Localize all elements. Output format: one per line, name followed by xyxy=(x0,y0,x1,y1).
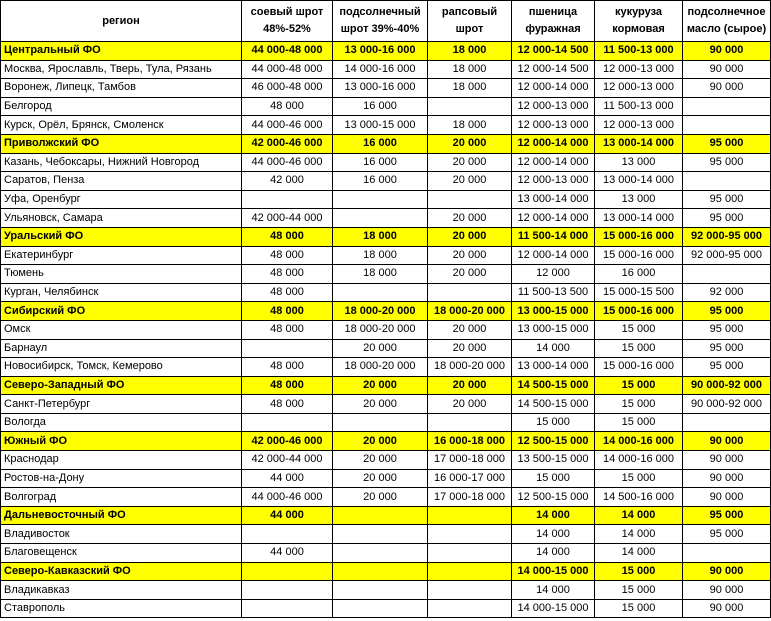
rapeseed-meal-cell xyxy=(428,562,512,581)
rapeseed-meal-cell: 20 000 xyxy=(428,265,512,284)
feed-corn-cell: 15 000 xyxy=(595,320,683,339)
table-body xyxy=(1,42,771,618)
region-name-cell: Ставрополь xyxy=(1,599,242,618)
city-row xyxy=(1,544,771,563)
city-row xyxy=(1,488,771,507)
sunflower-meal-cell: 16 000 xyxy=(333,172,428,191)
district-row xyxy=(1,134,771,153)
rapeseed-meal-cell: 18 000-20 000 xyxy=(428,358,512,377)
soybean-meal-cell xyxy=(242,413,333,432)
region-name-cell: Санкт-Петербург xyxy=(1,395,242,414)
city-row xyxy=(1,172,771,191)
feed-wheat-cell: 14 000 xyxy=(512,544,595,563)
feed-corn-cell: 15 000 xyxy=(595,581,683,600)
region-name-cell: Курган, Челябинск xyxy=(1,283,242,302)
city-row xyxy=(1,246,771,265)
soybean-meal-cell: 44 000-46 000 xyxy=(242,116,333,135)
district-row xyxy=(1,302,771,321)
region-name-cell: Барнаул xyxy=(1,339,242,358)
feed-wheat-cell: 12 000-14 000 xyxy=(512,209,595,228)
feed-wheat-cell: 15 000 xyxy=(512,469,595,488)
header-rapeseed-meal: рапсовый шрот xyxy=(428,1,512,42)
region-name-cell: Дальневосточный ФО xyxy=(1,506,242,525)
sunflower-meal-cell xyxy=(333,544,428,563)
feed-wheat-cell: 13 000-15 000 xyxy=(512,320,595,339)
soybean-meal-cell: 44 000-48 000 xyxy=(242,42,333,61)
soybean-meal-cell: 48 000 xyxy=(242,283,333,302)
feed-wheat-cell: 11 500-13 500 xyxy=(512,283,595,302)
sunflower-meal-cell xyxy=(333,525,428,544)
region-name-cell: Москва, Ярославль, Тверь, Тула, Рязань xyxy=(1,60,242,79)
feed-wheat-cell: 12 000-14 000 xyxy=(512,153,595,172)
sunflower-oil-cell: 92 000 xyxy=(683,283,771,302)
sunflower-meal-cell: 13 000-16 000 xyxy=(333,42,428,61)
rapeseed-meal-cell: 20 000 xyxy=(428,339,512,358)
region-name-cell: Северо-Западный ФО xyxy=(1,376,242,395)
header-feed-corn: кукуруза кормовая xyxy=(595,1,683,42)
region-name-cell: Ульяновск, Самара xyxy=(1,209,242,228)
sunflower-meal-cell: 16 000 xyxy=(333,153,428,172)
region-name-cell: Сибирский ФО xyxy=(1,302,242,321)
soybean-meal-cell: 44 000 xyxy=(242,506,333,525)
city-row xyxy=(1,395,771,414)
rapeseed-meal-cell: 16 000-17 000 xyxy=(428,469,512,488)
feed-corn-cell: 12 000-13 000 xyxy=(595,60,683,79)
sunflower-oil-cell: 90 000 xyxy=(683,581,771,600)
city-row xyxy=(1,60,771,79)
sunflower-oil-cell: 90 000 xyxy=(683,79,771,98)
feed-wheat-cell: 11 500-14 000 xyxy=(512,227,595,246)
city-row xyxy=(1,320,771,339)
rapeseed-meal-cell: 18 000 xyxy=(428,79,512,98)
feed-corn-cell: 13 000 xyxy=(595,153,683,172)
header-region: регион xyxy=(1,1,242,42)
soybean-meal-cell xyxy=(242,339,333,358)
feed-wheat-cell: 12 500-15 000 xyxy=(512,432,595,451)
sunflower-oil-cell: 90 000 xyxy=(683,60,771,79)
region-name-cell: Новосибирск, Томск, Кемерово xyxy=(1,358,242,377)
soybean-meal-cell: 44 000 xyxy=(242,469,333,488)
sunflower-oil-cell: 90 000 xyxy=(683,432,771,451)
feed-wheat-cell: 12 000-14 000 xyxy=(512,79,595,98)
sunflower-meal-cell: 18 000 xyxy=(333,246,428,265)
rapeseed-meal-cell xyxy=(428,190,512,209)
sunflower-meal-cell: 13 000-16 000 xyxy=(333,79,428,98)
rapeseed-meal-cell: 20 000 xyxy=(428,395,512,414)
sunflower-oil-cell: 95 000 xyxy=(683,506,771,525)
region-name-cell: Владикавказ xyxy=(1,581,242,600)
sunflower-oil-cell: 90 000-92 000 xyxy=(683,376,771,395)
sunflower-oil-cell: 95 000 xyxy=(683,134,771,153)
sunflower-oil-cell: 90 000 xyxy=(683,451,771,470)
soybean-meal-cell xyxy=(242,599,333,618)
feed-wheat-cell: 14 000 xyxy=(512,506,595,525)
soybean-meal-cell: 48 000 xyxy=(242,227,333,246)
feed-corn-cell: 13 000-14 000 xyxy=(595,172,683,191)
sunflower-meal-cell: 18 000-20 000 xyxy=(333,320,428,339)
region-name-cell: Белгород xyxy=(1,97,242,116)
rapeseed-meal-cell: 20 000 xyxy=(428,209,512,228)
feed-corn-cell: 14 000 xyxy=(595,506,683,525)
district-row xyxy=(1,376,771,395)
feed-wheat-cell: 14 000-15 000 xyxy=(512,599,595,618)
feed-corn-cell: 16 000 xyxy=(595,265,683,284)
feed-corn-cell: 11 500-13 000 xyxy=(595,42,683,61)
sunflower-oil-cell: 95 000 xyxy=(683,302,771,321)
sunflower-oil-cell xyxy=(683,116,771,135)
feed-wheat-cell: 12 000-13 000 xyxy=(512,172,595,191)
region-name-cell: Ростов-на-Дону xyxy=(1,469,242,488)
feed-wheat-cell: 13 000-14 000 xyxy=(512,190,595,209)
soybean-meal-cell: 44 000-48 000 xyxy=(242,60,333,79)
region-name-cell: Приволжский ФО xyxy=(1,134,242,153)
feed-corn-cell: 13 000 xyxy=(595,190,683,209)
soybean-meal-cell: 44 000 xyxy=(242,544,333,563)
soybean-meal-cell xyxy=(242,562,333,581)
feed-corn-cell: 15 000 xyxy=(595,599,683,618)
feed-corn-cell: 14 500-16 000 xyxy=(595,488,683,507)
sunflower-oil-cell: 90 000-92 000 xyxy=(683,395,771,414)
feed-corn-cell: 15 000 xyxy=(595,376,683,395)
city-row xyxy=(1,209,771,228)
feed-wheat-cell: 15 000 xyxy=(512,413,595,432)
city-row xyxy=(1,97,771,116)
rapeseed-meal-cell xyxy=(428,283,512,302)
feed-corn-cell: 15 000 xyxy=(595,395,683,414)
feed-corn-cell: 15 000-16 000 xyxy=(595,227,683,246)
feed-wheat-cell: 14 500-15 000 xyxy=(512,395,595,414)
feed-wheat-cell: 14 000 xyxy=(512,581,595,600)
feed-wheat-cell: 12 000-14 500 xyxy=(512,42,595,61)
soybean-meal-cell: 42 000-44 000 xyxy=(242,451,333,470)
feed-corn-cell: 14 000 xyxy=(595,544,683,563)
header-sunflower-oil: подсолнечное масло (сырое) xyxy=(683,1,771,42)
region-name-cell: Волгоград xyxy=(1,488,242,507)
soybean-meal-cell: 48 000 xyxy=(242,395,333,414)
header-sunflower-meal: подсолнечный шрот 39%-40% xyxy=(333,1,428,42)
region-name-cell: Южный ФО xyxy=(1,432,242,451)
rapeseed-meal-cell: 18 000-20 000 xyxy=(428,302,512,321)
soybean-meal-cell: 48 000 xyxy=(242,302,333,321)
rapeseed-meal-cell xyxy=(428,544,512,563)
city-row xyxy=(1,339,771,358)
sunflower-oil-cell: 92 000-95 000 xyxy=(683,246,771,265)
rapeseed-meal-cell xyxy=(428,581,512,600)
city-row xyxy=(1,581,771,600)
feed-corn-cell: 15 000-16 000 xyxy=(595,358,683,377)
city-row xyxy=(1,599,771,618)
sunflower-oil-cell xyxy=(683,265,771,284)
feed-corn-cell: 15 000-16 000 xyxy=(595,302,683,321)
feed-wheat-cell: 12 000-13 000 xyxy=(512,97,595,116)
sunflower-meal-cell: 20 000 xyxy=(333,395,428,414)
city-row xyxy=(1,469,771,488)
sunflower-meal-cell: 20 000 xyxy=(333,376,428,395)
region-name-cell: Тюмень xyxy=(1,265,242,284)
feed-wheat-cell: 13 000-14 000 xyxy=(512,358,595,377)
sunflower-oil-cell xyxy=(683,544,771,563)
region-name-cell: Курск, Орёл, Брянск, Смоленск xyxy=(1,116,242,135)
sunflower-meal-cell xyxy=(333,599,428,618)
rapeseed-meal-cell: 20 000 xyxy=(428,227,512,246)
feed-corn-cell: 15 000 xyxy=(595,469,683,488)
sunflower-oil-cell: 90 000 xyxy=(683,469,771,488)
rapeseed-meal-cell xyxy=(428,506,512,525)
feed-wheat-cell: 14 000 xyxy=(512,525,595,544)
sunflower-meal-cell: 20 000 xyxy=(333,339,428,358)
header-feed-wheat: пшеница фуражная xyxy=(512,1,595,42)
region-name-cell: Вологда xyxy=(1,413,242,432)
feed-corn-cell: 15 000-16 000 xyxy=(595,246,683,265)
feed-corn-cell: 15 000-15 500 xyxy=(595,283,683,302)
city-row xyxy=(1,116,771,135)
sunflower-oil-cell: 95 000 xyxy=(683,153,771,172)
soybean-meal-cell: 42 000-46 000 xyxy=(242,134,333,153)
soybean-meal-cell: 42 000-44 000 xyxy=(242,209,333,228)
sunflower-oil-cell: 90 000 xyxy=(683,599,771,618)
district-row xyxy=(1,506,771,525)
feed-wheat-cell: 12 000-14 000 xyxy=(512,134,595,153)
sunflower-oil-cell: 90 000 xyxy=(683,42,771,61)
rapeseed-meal-cell: 18 000 xyxy=(428,116,512,135)
soybean-meal-cell: 42 000-46 000 xyxy=(242,432,333,451)
feed-wheat-cell: 13 500-15 000 xyxy=(512,451,595,470)
feed-wheat-cell: 14 000 xyxy=(512,339,595,358)
sunflower-oil-cell: 95 000 xyxy=(683,525,771,544)
soybean-meal-cell: 48 000 xyxy=(242,320,333,339)
feed-wheat-cell: 12 000-13 000 xyxy=(512,116,595,135)
rapeseed-meal-cell xyxy=(428,525,512,544)
soybean-meal-cell: 46 000-48 000 xyxy=(242,79,333,98)
soybean-meal-cell: 48 000 xyxy=(242,358,333,377)
table-header xyxy=(1,1,771,42)
sunflower-meal-cell: 18 000 xyxy=(333,227,428,246)
feed-corn-cell: 14 000 xyxy=(595,525,683,544)
sunflower-oil-cell: 95 000 xyxy=(683,358,771,377)
feed-corn-cell: 13 000-14 000 xyxy=(595,134,683,153)
region-name-cell: Омск xyxy=(1,320,242,339)
feed-wheat-cell: 14 500-15 000 xyxy=(512,376,595,395)
rapeseed-meal-cell: 16 000-18 000 xyxy=(428,432,512,451)
district-row xyxy=(1,562,771,581)
sunflower-oil-cell xyxy=(683,172,771,191)
city-row xyxy=(1,413,771,432)
sunflower-oil-cell: 90 000 xyxy=(683,488,771,507)
rapeseed-meal-cell: 18 000 xyxy=(428,42,512,61)
city-row xyxy=(1,153,771,172)
feed-corn-cell: 14 000-16 000 xyxy=(595,432,683,451)
soybean-meal-cell: 44 000-46 000 xyxy=(242,153,333,172)
sunflower-meal-cell: 20 000 xyxy=(333,469,428,488)
sunflower-meal-cell xyxy=(333,283,428,302)
region-name-cell: Уральский ФО xyxy=(1,227,242,246)
feed-corn-cell: 13 000-14 000 xyxy=(595,209,683,228)
rapeseed-meal-cell: 20 000 xyxy=(428,172,512,191)
city-row xyxy=(1,358,771,377)
district-row xyxy=(1,227,771,246)
region-name-cell: Екатеринбург xyxy=(1,246,242,265)
sunflower-meal-cell xyxy=(333,581,428,600)
feed-wheat-cell: 12 000 xyxy=(512,265,595,284)
region-name-cell: Уфа, Оренбург xyxy=(1,190,242,209)
feed-wheat-cell: 13 000-15 000 xyxy=(512,302,595,321)
soybean-meal-cell xyxy=(242,190,333,209)
sunflower-meal-cell: 18 000-20 000 xyxy=(333,302,428,321)
rapeseed-meal-cell: 20 000 xyxy=(428,134,512,153)
feed-wheat-cell: 12 000-14 000 xyxy=(512,246,595,265)
rapeseed-meal-cell: 20 000 xyxy=(428,320,512,339)
sunflower-meal-cell: 16 000 xyxy=(333,97,428,116)
city-row xyxy=(1,265,771,284)
rapeseed-meal-cell xyxy=(428,97,512,116)
district-row xyxy=(1,432,771,451)
region-name-cell: Благовещенск xyxy=(1,544,242,563)
soybean-meal-cell: 48 000 xyxy=(242,265,333,284)
sunflower-meal-cell xyxy=(333,562,428,581)
rapeseed-meal-cell xyxy=(428,413,512,432)
region-name-cell: Владивосток xyxy=(1,525,242,544)
feed-corn-cell: 15 000 xyxy=(595,562,683,581)
feed-corn-cell: 12 000-13 000 xyxy=(595,79,683,98)
city-row xyxy=(1,451,771,470)
city-row xyxy=(1,79,771,98)
sunflower-oil-cell: 95 000 xyxy=(683,320,771,339)
rapeseed-meal-cell: 20 000 xyxy=(428,246,512,265)
sunflower-meal-cell: 20 000 xyxy=(333,488,428,507)
sunflower-oil-cell: 95 000 xyxy=(683,339,771,358)
sunflower-oil-cell: 92 000-95 000 xyxy=(683,227,771,246)
soybean-meal-cell: 44 000-46 000 xyxy=(242,488,333,507)
feed-wheat-cell: 14 000-15 000 xyxy=(512,562,595,581)
rapeseed-meal-cell xyxy=(428,599,512,618)
feed-corn-cell: 15 000 xyxy=(595,339,683,358)
sunflower-meal-cell: 16 000 xyxy=(333,134,428,153)
soybean-meal-cell: 48 000 xyxy=(242,246,333,265)
feed-corn-cell: 12 000-13 000 xyxy=(595,116,683,135)
rapeseed-meal-cell: 18 000 xyxy=(428,60,512,79)
soybean-meal-cell: 42 000 xyxy=(242,172,333,191)
soybean-meal-cell xyxy=(242,581,333,600)
sunflower-oil-cell xyxy=(683,97,771,116)
sunflower-meal-cell: 20 000 xyxy=(333,451,428,470)
header-row xyxy=(1,1,771,42)
sunflower-oil-cell xyxy=(683,413,771,432)
sunflower-oil-cell: 95 000 xyxy=(683,209,771,228)
feed-wheat-cell: 12 500-15 000 xyxy=(512,488,595,507)
feed-corn-cell: 11 500-13 000 xyxy=(595,97,683,116)
city-row xyxy=(1,525,771,544)
sunflower-meal-cell: 18 000 xyxy=(333,265,428,284)
soybean-meal-cell xyxy=(242,525,333,544)
city-row xyxy=(1,283,771,302)
feed-wheat-cell: 12 000-14 500 xyxy=(512,60,595,79)
header-soybean-meal: соевый шрот 48%-52% xyxy=(242,1,333,42)
feed-corn-cell: 15 000 xyxy=(595,413,683,432)
region-name-cell: Северо-Кавказский ФО xyxy=(1,562,242,581)
sunflower-oil-cell: 95 000 xyxy=(683,190,771,209)
sunflower-meal-cell xyxy=(333,190,428,209)
region-name-cell: Казань, Чебоксары, Нижний Новгород xyxy=(1,153,242,172)
feed-corn-cell: 14 000-16 000 xyxy=(595,451,683,470)
soybean-meal-cell: 48 000 xyxy=(242,97,333,116)
city-row xyxy=(1,190,771,209)
sunflower-meal-cell: 14 000-16 000 xyxy=(333,60,428,79)
region-name-cell: Воронеж, Липецк, Тамбов xyxy=(1,79,242,98)
sunflower-meal-cell: 18 000-20 000 xyxy=(333,358,428,377)
rapeseed-meal-cell: 17 000-18 000 xyxy=(428,451,512,470)
sunflower-oil-cell: 90 000 xyxy=(683,562,771,581)
region-name-cell: Саратов, Пенза xyxy=(1,172,242,191)
region-name-cell: Краснодар xyxy=(1,451,242,470)
region-name-cell: Центральный ФО xyxy=(1,42,242,61)
sunflower-meal-cell xyxy=(333,209,428,228)
sunflower-meal-cell: 20 000 xyxy=(333,432,428,451)
rapeseed-meal-cell: 20 000 xyxy=(428,153,512,172)
rapeseed-meal-cell: 17 000-18 000 xyxy=(428,488,512,507)
rapeseed-meal-cell: 20 000 xyxy=(428,376,512,395)
district-row xyxy=(1,42,771,61)
soybean-meal-cell: 48 000 xyxy=(242,376,333,395)
sunflower-meal-cell xyxy=(333,413,428,432)
sunflower-meal-cell xyxy=(333,506,428,525)
sunflower-meal-cell: 13 000-15 000 xyxy=(333,116,428,135)
